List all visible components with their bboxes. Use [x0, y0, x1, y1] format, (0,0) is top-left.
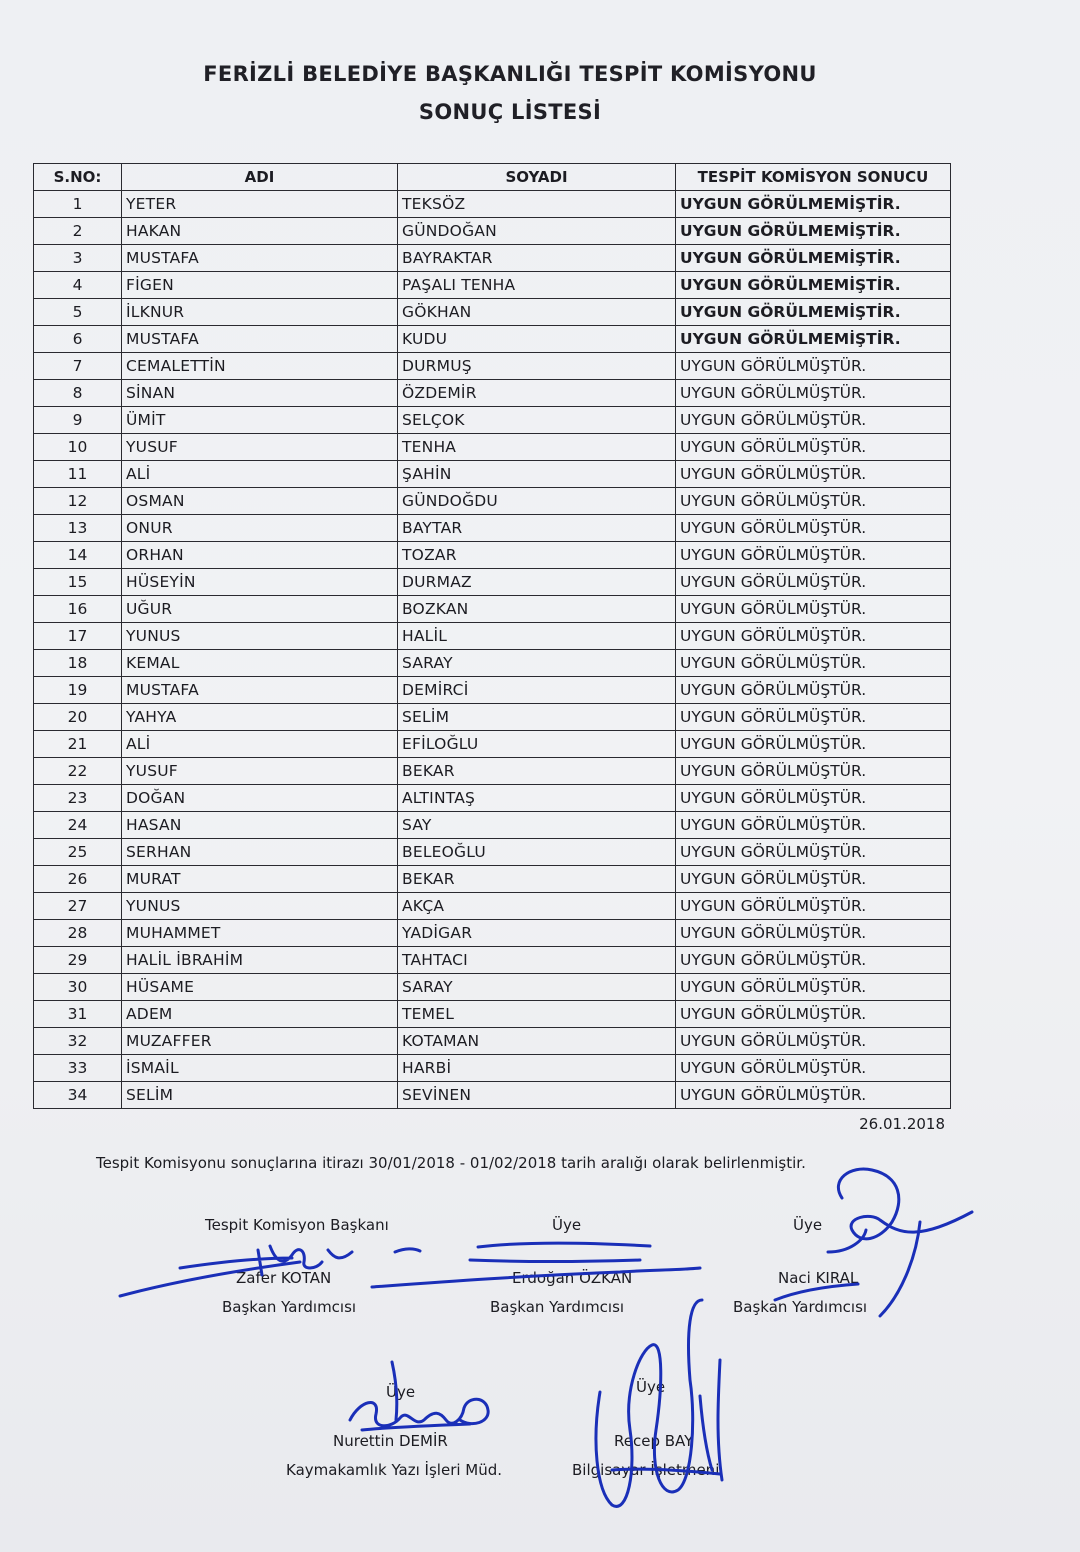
first-name-cell: CEMALETTİN — [122, 353, 398, 380]
table-row — [34, 488, 951, 515]
objection-note: Tespit Komisyonu sonuçlarına itirazı 30/01/2018 - 01/02/2018 tarih aralığı olarak belirlenmiştir. — [96, 1154, 806, 1172]
result-cell: UYGUN GÖRÜLMÜŞTÜR. — [676, 704, 951, 731]
first-name-cell: YUNUS — [122, 623, 398, 650]
row-number: 19 — [34, 677, 122, 704]
table-row — [34, 785, 951, 812]
last-name-cell: SELİM — [398, 704, 676, 731]
last-name-cell: SARAY — [398, 974, 676, 1001]
row-number: 28 — [34, 920, 122, 947]
table-row — [34, 677, 951, 704]
signature-name-3: Naci KIRAL — [778, 1269, 859, 1287]
signature-title-1: Başkan Yardımcısı — [222, 1298, 357, 1316]
first-name-cell: MUZAFFER — [122, 1028, 398, 1055]
result-cell: UYGUN GÖRÜLMÜŞTÜR. — [676, 1001, 951, 1028]
table-row — [34, 380, 951, 407]
first-name-cell: MUSTAFA — [122, 677, 398, 704]
row-number: 30 — [34, 974, 122, 1001]
signature-role-4: Üye — [386, 1383, 416, 1401]
row-number: 34 — [34, 1082, 122, 1109]
document-title: FERİZLİ BELEDİYE BAŞKANLIĞI TESPİT KOMİSYONU — [203, 62, 817, 86]
table-row — [34, 866, 951, 893]
last-name-cell: TEKSÖZ — [398, 191, 676, 218]
row-number: 17 — [34, 623, 122, 650]
signature-title-5: Bilgisayar İşletmeni — [572, 1461, 720, 1479]
result-cell: UYGUN GÖRÜLMÜŞTÜR. — [676, 596, 951, 623]
table-row — [34, 218, 951, 245]
row-number: 25 — [34, 839, 122, 866]
table-row — [34, 1028, 951, 1055]
row-number: 21 — [34, 731, 122, 758]
table-row — [34, 569, 951, 596]
first-name-cell: HALİL İBRAHİM — [122, 947, 398, 974]
table-row — [34, 191, 951, 218]
table-row — [34, 1055, 951, 1082]
row-number: 33 — [34, 1055, 122, 1082]
row-number: 20 — [34, 704, 122, 731]
row-number: 24 — [34, 812, 122, 839]
row-number: 4 — [34, 272, 122, 299]
last-name-cell: KOTAMAN — [398, 1028, 676, 1055]
first-name-cell: İLKNUR — [122, 299, 398, 326]
row-number: 14 — [34, 542, 122, 569]
table-row — [34, 1001, 951, 1028]
row-number: 27 — [34, 893, 122, 920]
signature-name-1: Zafer KOTAN — [236, 1269, 332, 1287]
last-name-cell: SEVİNEN — [398, 1082, 676, 1109]
signature-role-2: Üye — [552, 1216, 582, 1234]
row-number: 7 — [34, 353, 122, 380]
first-name-cell: YUSUF — [122, 434, 398, 461]
row-number: 5 — [34, 299, 122, 326]
last-name-cell: ALTINTAŞ — [398, 785, 676, 812]
last-name-cell: TAHTACI — [398, 947, 676, 974]
result-cell: UYGUN GÖRÜLMÜŞTÜR. — [676, 515, 951, 542]
row-number: 9 — [34, 407, 122, 434]
row-number: 1 — [34, 191, 122, 218]
result-cell: UYGUN GÖRÜLMEMİŞTİR. — [676, 245, 951, 272]
result-cell: UYGUN GÖRÜLMÜŞTÜR. — [676, 785, 951, 812]
first-name-cell: ALİ — [122, 461, 398, 488]
row-number: 16 — [34, 596, 122, 623]
result-cell: UYGUN GÖRÜLMEMİŞTİR. — [676, 218, 951, 245]
column-header-last-name: SOYADI — [398, 164, 676, 191]
signature-title-3: Başkan Yardımcısı — [733, 1298, 868, 1316]
result-cell: UYGUN GÖRÜLMÜŞTÜR. — [676, 677, 951, 704]
handwritten-signature-4 — [350, 1362, 488, 1430]
row-number: 12 — [34, 488, 122, 515]
table-row — [34, 974, 951, 1001]
row-number: 31 — [34, 1001, 122, 1028]
table-row — [34, 920, 951, 947]
last-name-cell: BAYTAR — [398, 515, 676, 542]
table-row — [34, 272, 951, 299]
result-cell: UYGUN GÖRÜLMÜŞTÜR. — [676, 650, 951, 677]
table-header-row — [34, 164, 951, 191]
last-name-cell: PAŞALI TENHA — [398, 272, 676, 299]
first-name-cell: YUSUF — [122, 758, 398, 785]
signature-role-3: Üye — [793, 1216, 823, 1234]
row-number: 32 — [34, 1028, 122, 1055]
row-number: 3 — [34, 245, 122, 272]
table-row — [34, 1082, 951, 1109]
result-cell: UYGUN GÖRÜLMÜŞTÜR. — [676, 758, 951, 785]
table-body — [34, 191, 951, 1109]
result-cell: UYGUN GÖRÜLMEMİŞTİR. — [676, 191, 951, 218]
result-cell: UYGUN GÖRÜLMÜŞTÜR. — [676, 731, 951, 758]
row-number: 26 — [34, 866, 122, 893]
result-cell: UYGUN GÖRÜLMEMİŞTİR. — [676, 326, 951, 353]
row-number: 22 — [34, 758, 122, 785]
first-name-cell: UĞUR — [122, 596, 398, 623]
table-row — [34, 947, 951, 974]
first-name-cell: YETER — [122, 191, 398, 218]
result-cell: UYGUN GÖRÜLMÜŞTÜR. — [676, 947, 951, 974]
first-name-cell: ALİ — [122, 731, 398, 758]
first-name-cell: MUSTAFA — [122, 245, 398, 272]
table-row — [34, 353, 951, 380]
table-row — [34, 731, 951, 758]
first-name-cell: ÜMİT — [122, 407, 398, 434]
last-name-cell: AKÇA — [398, 893, 676, 920]
result-cell: UYGUN GÖRÜLMÜŞTÜR. — [676, 1082, 951, 1109]
table-row — [34, 515, 951, 542]
result-cell: UYGUN GÖRÜLMÜŞTÜR. — [676, 866, 951, 893]
last-name-cell: TEMEL — [398, 1001, 676, 1028]
last-name-cell: GÜNDOĞAN — [398, 218, 676, 245]
result-cell: UYGUN GÖRÜLMÜŞTÜR. — [676, 353, 951, 380]
table-row — [34, 812, 951, 839]
last-name-cell: ŞAHİN — [398, 461, 676, 488]
result-cell: UYGUN GÖRÜLMÜŞTÜR. — [676, 434, 951, 461]
first-name-cell: HÜSAME — [122, 974, 398, 1001]
row-number: 10 — [34, 434, 122, 461]
first-name-cell: SERHAN — [122, 839, 398, 866]
first-name-cell: ONUR — [122, 515, 398, 542]
table-row — [34, 434, 951, 461]
result-cell: UYGUN GÖRÜLMÜŞTÜR. — [676, 920, 951, 947]
handwritten-signature-3 — [775, 1169, 972, 1316]
last-name-cell: HALİL — [398, 623, 676, 650]
last-name-cell: BAYRAKTAR — [398, 245, 676, 272]
table-row — [34, 326, 951, 353]
table-row — [34, 623, 951, 650]
row-number: 11 — [34, 461, 122, 488]
first-name-cell: YAHYA — [122, 704, 398, 731]
last-name-cell: SAY — [398, 812, 676, 839]
first-name-cell: OSMAN — [122, 488, 398, 515]
first-name-cell: ORHAN — [122, 542, 398, 569]
result-cell: UYGUN GÖRÜLMÜŞTÜR. — [676, 569, 951, 596]
row-number: 15 — [34, 569, 122, 596]
last-name-cell: TENHA — [398, 434, 676, 461]
signature-role-1: Tespit Komisyon Başkanı — [205, 1216, 389, 1234]
result-cell: UYGUN GÖRÜLMÜŞTÜR. — [676, 623, 951, 650]
last-name-cell: TOZAR — [398, 542, 676, 569]
table-row — [34, 839, 951, 866]
last-name-cell: GÖKHAN — [398, 299, 676, 326]
last-name-cell: KUDU — [398, 326, 676, 353]
result-cell: UYGUN GÖRÜLMÜŞTÜR. — [676, 407, 951, 434]
first-name-cell: FİGEN — [122, 272, 398, 299]
last-name-cell: BOZKAN — [398, 596, 676, 623]
table-row — [34, 650, 951, 677]
signature-name-5: Recep BAY — [614, 1432, 694, 1450]
last-name-cell: BELEOĞLU — [398, 839, 676, 866]
result-cell: UYGUN GÖRÜLMÜŞTÜR. — [676, 542, 951, 569]
result-cell: UYGUN GÖRÜLMÜŞTÜR. — [676, 974, 951, 1001]
column-header-result: TESPİT KOMİSYON SONUCU — [676, 164, 951, 191]
last-name-cell: ÖZDEMİR — [398, 380, 676, 407]
row-number: 6 — [34, 326, 122, 353]
result-cell: UYGUN GÖRÜLMEMİŞTİR. — [676, 272, 951, 299]
result-cell: UYGUN GÖRÜLMÜŞTÜR. — [676, 812, 951, 839]
first-name-cell: ADEM — [122, 1001, 398, 1028]
row-number: 23 — [34, 785, 122, 812]
result-cell: UYGUN GÖRÜLMÜŞTÜR. — [676, 1028, 951, 1055]
row-number: 13 — [34, 515, 122, 542]
result-cell: UYGUN GÖRÜLMÜŞTÜR. — [676, 461, 951, 488]
result-cell: UYGUN GÖRÜLMÜŞTÜR. — [676, 380, 951, 407]
result-cell: UYGUN GÖRÜLMÜŞTÜR. — [676, 893, 951, 920]
first-name-cell: SELİM — [122, 1082, 398, 1109]
first-name-cell: İSMAİL — [122, 1055, 398, 1082]
signature-name-2: Erdoğan ÖZKAN — [512, 1269, 633, 1287]
first-name-cell: HAKAN — [122, 218, 398, 245]
last-name-cell: YADİGAR — [398, 920, 676, 947]
last-name-cell: DEMİRCİ — [398, 677, 676, 704]
table-row — [34, 542, 951, 569]
signature-name-4: Nurettin DEMİR — [333, 1432, 448, 1450]
row-number: 18 — [34, 650, 122, 677]
result-cell: UYGUN GÖRÜLMÜŞTÜR. — [676, 488, 951, 515]
last-name-cell: BEKAR — [398, 758, 676, 785]
row-number: 29 — [34, 947, 122, 974]
table-row — [34, 596, 951, 623]
result-cell: UYGUN GÖRÜLMÜŞTÜR. — [676, 1055, 951, 1082]
first-name-cell: HÜSEYİN — [122, 569, 398, 596]
table-row — [34, 758, 951, 785]
last-name-cell: SELÇOK — [398, 407, 676, 434]
table-row — [34, 704, 951, 731]
column-header-first-name: ADI — [122, 164, 398, 191]
signature-title-2: Başkan Yardımcısı — [490, 1298, 625, 1316]
result-cell: UYGUN GÖRÜLMÜŞTÜR. — [676, 839, 951, 866]
first-name-cell: YUNUS — [122, 893, 398, 920]
row-number: 2 — [34, 218, 122, 245]
table-row — [34, 461, 951, 488]
results-table — [33, 163, 951, 1109]
last-name-cell: DURMAZ — [398, 569, 676, 596]
signature-title-4: Kaymakamlık Yazı İşleri Müd. — [286, 1461, 503, 1479]
document-date: 26.01.2018 — [859, 1115, 945, 1133]
first-name-cell: MUSTAFA — [122, 326, 398, 353]
first-name-cell: HASAN — [122, 812, 398, 839]
first-name-cell: MURAT — [122, 866, 398, 893]
signature-role-5: Üye — [636, 1378, 666, 1396]
result-cell: UYGUN GÖRÜLMEMİŞTİR. — [676, 299, 951, 326]
table-row — [34, 299, 951, 326]
last-name-cell: DURMUŞ — [398, 353, 676, 380]
first-name-cell: DOĞAN — [122, 785, 398, 812]
row-number: 8 — [34, 380, 122, 407]
table-row — [34, 245, 951, 272]
last-name-cell: GÜNDOĞDU — [398, 488, 676, 515]
last-name-cell: SARAY — [398, 650, 676, 677]
table-row — [34, 407, 951, 434]
first-name-cell: SİNAN — [122, 380, 398, 407]
last-name-cell: BEKAR — [398, 866, 676, 893]
last-name-cell: HARBİ — [398, 1055, 676, 1082]
last-name-cell: EFİLOĞLU — [398, 731, 676, 758]
column-header-no: S.NO: — [34, 164, 122, 191]
document-subtitle: SONUÇ LİSTESİ — [418, 100, 602, 124]
table-row — [34, 893, 951, 920]
first-name-cell: KEMAL — [122, 650, 398, 677]
first-name-cell: MUHAMMET — [122, 920, 398, 947]
